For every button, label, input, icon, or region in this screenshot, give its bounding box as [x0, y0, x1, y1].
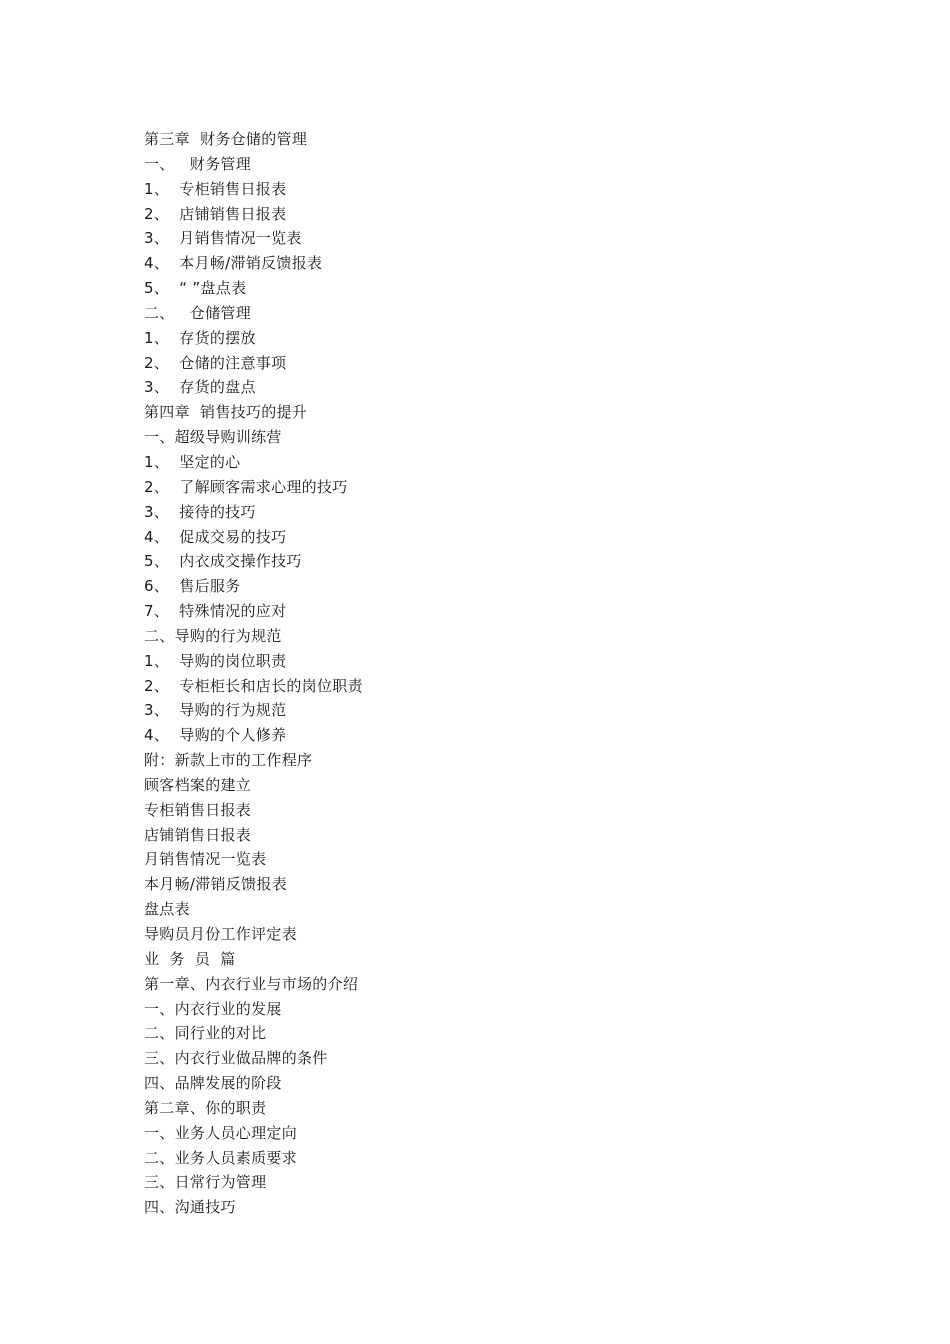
toc-line: 导购员月份工作评定表: [144, 925, 298, 943]
toc-line: 4、 促成交易的技巧: [144, 527, 287, 546]
toc-line: 一、超级导购训练营: [144, 428, 282, 447]
toc-line: 4、 本月畅/滞销反馈报表: [144, 254, 323, 273]
toc-line: 盘点表: [144, 900, 190, 919]
toc-line: 店铺销售日报表: [144, 825, 252, 844]
table-of-contents: [144, 127, 363, 1220]
toc-line: 三、日常行为管理: [144, 1173, 267, 1192]
toc-line: 一、内衣行业的发展: [144, 999, 282, 1018]
toc-line: 四、沟通技巧: [144, 1198, 236, 1217]
toc-line: 1、 存货的摆放: [144, 328, 256, 347]
toc-line: 二、业务人员素质要求: [144, 1148, 298, 1167]
toc-line: 5、 内衣成交操作技巧: [144, 552, 302, 571]
toc-line: 6、 售后服务: [144, 577, 241, 596]
toc-line: 1、 坚定的心: [144, 452, 241, 471]
toc-line: 二、导购的行为规范: [144, 626, 282, 645]
toc-line: 四、品牌发展的阶段: [144, 1074, 282, 1093]
toc-line: 2、 店铺销售日报表: [144, 204, 287, 223]
toc-line: 第二章、你的职责: [144, 1098, 267, 1117]
toc-line: 2、 了解顾客需求心理的技巧: [144, 477, 348, 496]
toc-line: 专柜销售日报表: [144, 800, 252, 819]
toc-line: 二、同行业的对比: [144, 1024, 267, 1043]
toc-line: 第三章 财务仓储的管理: [144, 130, 308, 148]
toc-line: 三、内衣行业做品牌的条件: [144, 1049, 328, 1068]
toc-line: 2、 专柜柜长和店长的岗位职责: [144, 676, 363, 695]
toc-line: 业 务 员 篇: [144, 949, 236, 968]
toc-line: 5、 “ ”盘点表: [144, 279, 247, 298]
toc-line: 3、 存货的盘点: [144, 378, 256, 397]
toc-line: 一、 财务管理: [144, 154, 252, 173]
toc-line: 顾客档案的建立: [144, 775, 252, 794]
toc-line: 1、 专柜销售日报表: [144, 179, 287, 198]
toc-line: 附：新款上市的工作程序: [144, 751, 313, 770]
toc-line: 月销售情况一览表: [144, 850, 267, 869]
toc-line: 1、 导购的岗位职责: [144, 651, 287, 670]
toc-line: 4、 导购的个人修养: [144, 726, 287, 745]
toc-line: 2、 仓储的注意事项: [144, 353, 287, 372]
toc-line: 二、 仓储管理: [144, 303, 252, 322]
toc-line: 3、 导购的行为规范: [144, 701, 287, 720]
toc-line: 3、 月销售情况一览表: [144, 229, 302, 248]
toc-line: 7、 特殊情况的应对: [144, 602, 287, 621]
toc-line: 第一章、内衣行业与市场的介绍: [144, 974, 359, 993]
toc-line: 3、 接待的技巧: [144, 502, 256, 521]
toc-line: 本月畅/滞销反馈报表: [144, 875, 288, 894]
toc-line: 一、业务人员心理定向: [144, 1123, 298, 1142]
toc-line: 第四章 销售技巧的提升: [144, 403, 308, 422]
